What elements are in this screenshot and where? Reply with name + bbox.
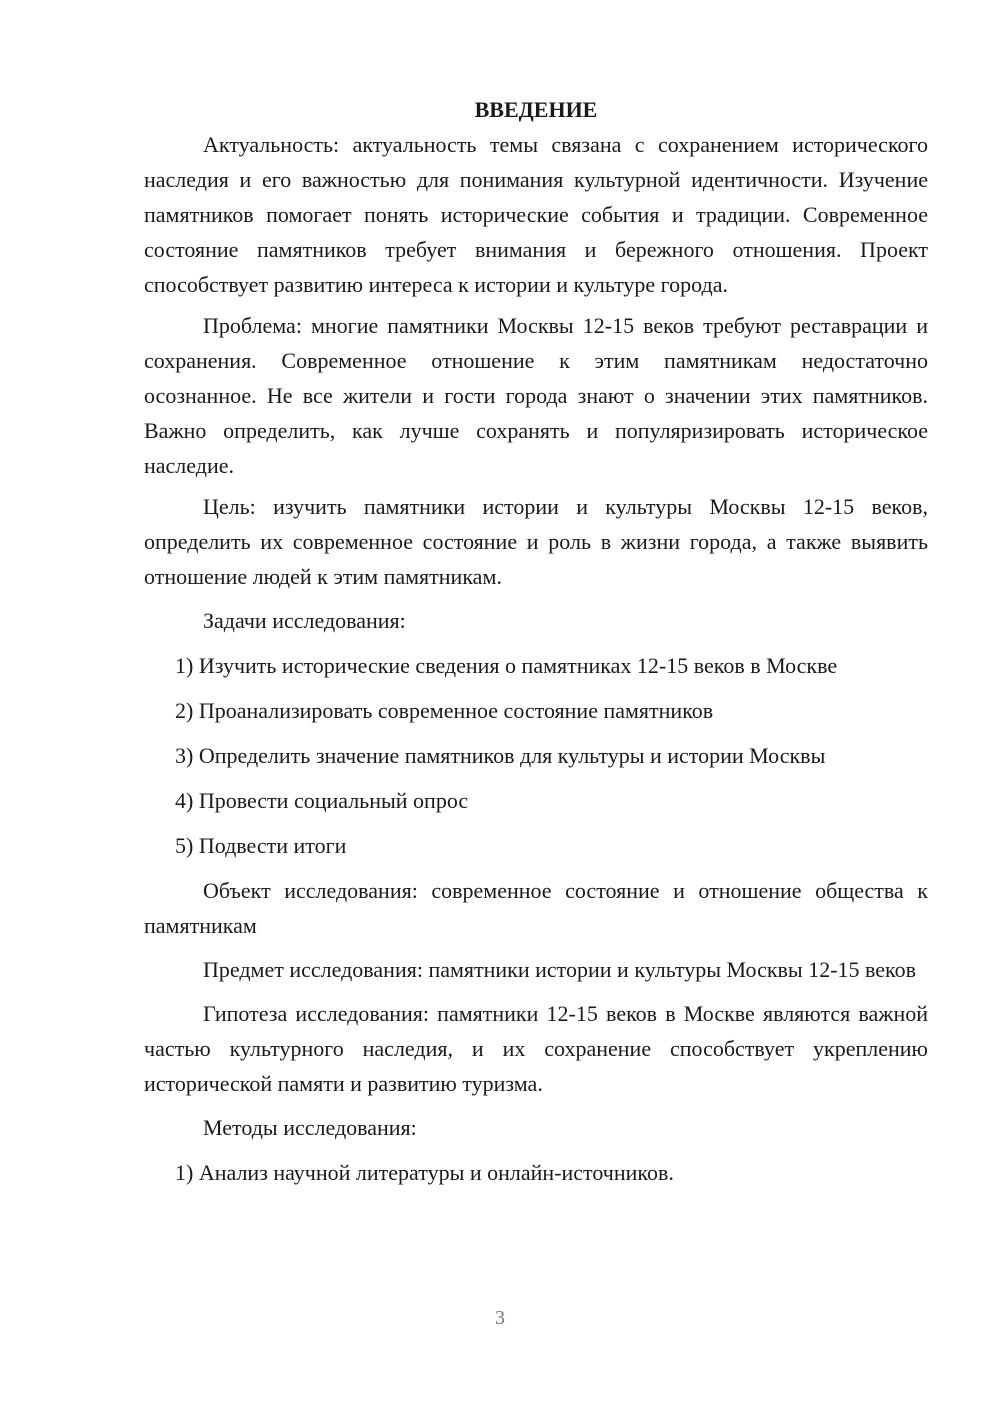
page-number: 3 xyxy=(495,1307,505,1329)
subject-paragraph: Предмет исследования: памятники истории и культуры Москвы 12-15 веков xyxy=(203,957,917,982)
methods-list xyxy=(144,1155,928,1190)
tasks-list xyxy=(144,648,928,863)
tasks-heading: Задачи исследования: xyxy=(203,608,406,633)
relevance-paragraph: Актуальность: актуальность темы связана с сохранением исторического наследия и его важностью для понимания культурной идентичности. Изучение памятников помогает понять исторические события и традиции. Современное состояние памятников требует внимания и бережного отношения. Проект способствует развитию интереса к истории и культуре города. xyxy=(144,132,928,297)
problem-paragraph: Проблема: многие памятники Москвы 12-15 веков требуют реставрации и сохранения. Современное отношение к этим памятникам недостаточно осознанное. Не все жители и гости города знают о значении этих памятников. Важно определить, как лучше сохранять и популяризировать историческое наследие. xyxy=(144,313,928,478)
list-item: 3) Определить значение памятников для культуры и истории Москвы xyxy=(175,743,826,768)
section-title: ВВЕДЕНИЕ xyxy=(474,97,598,122)
hypothesis-paragraph: Гипотеза исследования: памятники 12-15 веков в Москве являются важной частью культурного наследия, и их сохранение способствует укреплению исторической памяти и развитию туризма. xyxy=(144,1001,928,1096)
list-item: 5) Подвести итоги xyxy=(175,833,347,858)
list-item: 1) Изучить исторические сведения о памятниках 12-15 веков в Москве xyxy=(175,653,838,678)
goal-paragraph: Цель: изучить памятники истории и культуры Москвы 12-15 веков, определить их современное состояние и роль в жизни города, а также выявить отношение людей к этим памятникам. xyxy=(144,494,928,589)
document-page xyxy=(144,92,928,1190)
methods-heading: Методы исследования: xyxy=(203,1115,417,1140)
object-paragraph: Объект исследования: современное состояние и отношение общества к памятникам xyxy=(144,878,928,938)
list-item: 2) Проанализировать современное состояние памятников xyxy=(175,698,714,723)
list-item: 1) Анализ научной литературы и онлайн-источников. xyxy=(175,1160,674,1185)
list-item: 4) Провести социальный опрос xyxy=(175,788,469,813)
